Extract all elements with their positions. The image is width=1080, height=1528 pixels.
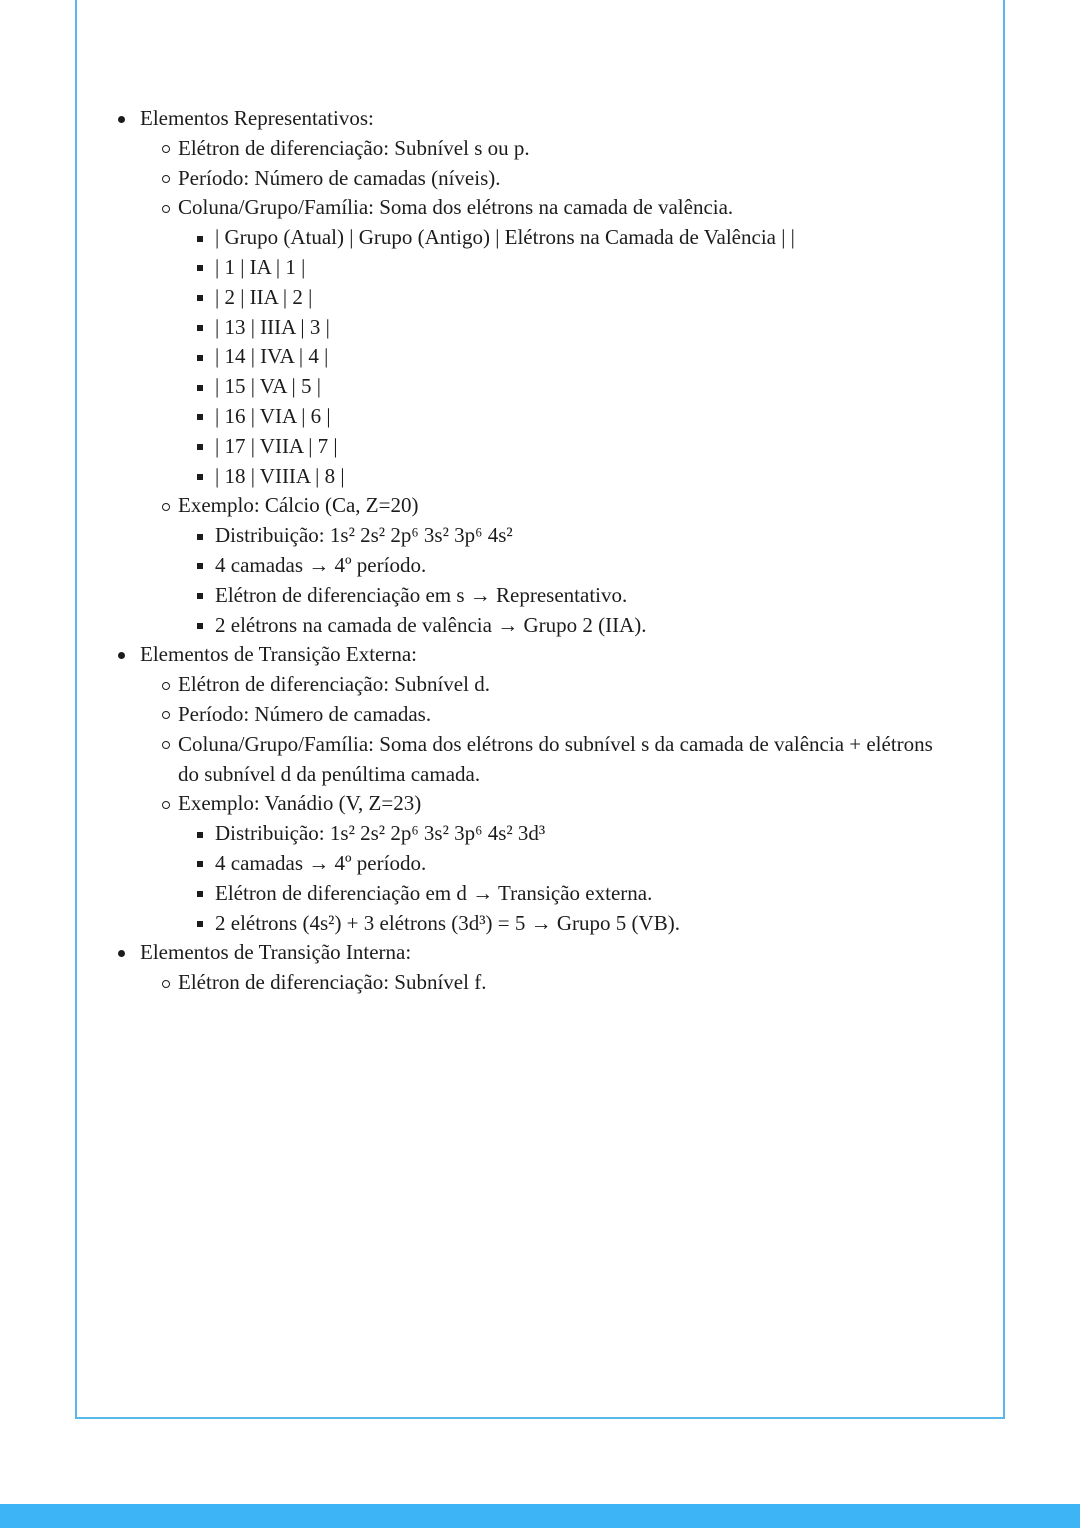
list-item bbox=[162, 193, 940, 223]
list-item-text: 2 elétrons (4s²) + 3 elétrons (3d³) = 5 → Grupo 5 (VB). bbox=[215, 910, 680, 935]
list-item-text: Elétron de diferenciação em s → Representativo. bbox=[215, 582, 628, 607]
bullet-circle-icon bbox=[162, 175, 170, 183]
list-item-text: Exemplo: Cálcio (Ca, Z=20) bbox=[178, 493, 419, 518]
bottom-accent-bar bbox=[0, 1504, 1080, 1528]
bullet-square-icon bbox=[197, 861, 203, 867]
list-item-text: | Grupo (Atual) | Grupo (Antigo) | Elétrons na Camada de Valência | | bbox=[215, 225, 795, 250]
bullet-circle-icon bbox=[162, 711, 170, 719]
list-item-text: Elétron de diferenciação em d → Transição externa. bbox=[215, 880, 653, 905]
bullet-square-icon bbox=[197, 832, 203, 838]
list-item-text: Coluna/Grupo/Família: Soma dos elétrons do subnível s da camada de valência + elétrons do subnível d da penúltima camada. bbox=[178, 731, 933, 786]
list-item bbox=[118, 104, 940, 134]
list-item bbox=[197, 819, 940, 849]
list-item bbox=[197, 879, 940, 909]
list-item-text: | 2 | IIA | 2 | bbox=[215, 284, 313, 309]
list-item-text: Elementos de Transição Interna: bbox=[140, 940, 412, 965]
bullet-square-icon bbox=[197, 355, 203, 361]
bullet-circle-icon bbox=[162, 980, 170, 988]
list-item bbox=[197, 432, 940, 462]
list-item-text: Elétron de diferenciação: Subnível f. bbox=[178, 970, 487, 995]
list-item bbox=[162, 700, 940, 730]
list-item-text: Distribuição: 1s² 2s² 2p⁶ 3s² 3p⁶ 4s² 3d³ bbox=[215, 821, 546, 846]
list-item-text: | 1 | IA | 1 | bbox=[215, 254, 306, 279]
list-item bbox=[197, 909, 940, 939]
bullet-circle-icon bbox=[162, 205, 170, 213]
bullet-circle-icon bbox=[162, 503, 170, 511]
list-item-text: Elementos de Transição Externa: bbox=[140, 642, 418, 667]
list-item bbox=[197, 611, 940, 641]
list-item-text: 4 camadas → 4º período. bbox=[215, 552, 427, 577]
bullet-square-icon bbox=[197, 385, 203, 391]
list-item bbox=[118, 938, 940, 968]
bullet-square-icon bbox=[197, 295, 203, 301]
list-item bbox=[162, 730, 940, 790]
bullet-disc-icon bbox=[118, 116, 125, 123]
list-item-text: | 15 | VA | 5 | bbox=[215, 374, 321, 399]
bullet-circle-icon bbox=[162, 682, 170, 690]
bullet-disc-icon bbox=[118, 652, 125, 659]
list-item bbox=[197, 372, 940, 402]
list-item-text: Exemplo: Vanádio (V, Z=23) bbox=[178, 791, 422, 816]
list-item bbox=[162, 968, 940, 998]
bullet-square-icon bbox=[197, 593, 203, 599]
list-item bbox=[197, 521, 940, 551]
list-item bbox=[162, 164, 940, 194]
bullet-square-icon bbox=[197, 236, 203, 242]
bullet-circle-icon bbox=[162, 145, 170, 153]
bullet-square-icon bbox=[197, 891, 203, 897]
list-item bbox=[162, 491, 940, 521]
list-item bbox=[118, 640, 940, 670]
list-item-text: Período: Número de camadas (níveis). bbox=[178, 165, 501, 190]
list-item-text: Período: Número de camadas. bbox=[178, 701, 432, 726]
bullet-square-icon bbox=[197, 474, 203, 480]
list-item bbox=[162, 670, 940, 700]
list-item bbox=[197, 849, 940, 879]
list-item bbox=[162, 789, 940, 819]
list-item bbox=[197, 342, 940, 372]
list-item bbox=[197, 253, 940, 283]
list-item-text: | 14 | IVA | 4 | bbox=[215, 344, 329, 369]
list-item-text: Distribuição: 1s² 2s² 2p⁶ 3s² 3p⁶ 4s² bbox=[215, 523, 513, 548]
bullet-square-icon bbox=[197, 325, 203, 331]
bullet-square-icon bbox=[197, 444, 203, 450]
list-item-text: 2 elétrons na camada de valência → Grupo 2 (IIA). bbox=[215, 612, 647, 637]
bullet-square-icon bbox=[197, 921, 203, 927]
content-list bbox=[0, 104, 940, 998]
list-item bbox=[197, 551, 940, 581]
list-item bbox=[197, 402, 940, 432]
list-item bbox=[197, 581, 940, 611]
list-item-text: Elétron de diferenciação: Subnível d. bbox=[178, 672, 490, 697]
list-item-text: | 16 | VIA | 6 | bbox=[215, 403, 331, 428]
bullet-square-icon bbox=[197, 414, 203, 420]
list-item-text: Elétron de diferenciação: Subnível s ou p. bbox=[178, 135, 530, 160]
bullet-square-icon bbox=[197, 534, 203, 540]
list-item-text: | 17 | VIIA | 7 | bbox=[215, 433, 338, 458]
list-item-text: 4 camadas → 4º período. bbox=[215, 850, 427, 875]
bullet-square-icon bbox=[197, 563, 203, 569]
bullet-circle-icon bbox=[162, 801, 170, 809]
bullet-circle-icon bbox=[162, 741, 170, 749]
list-item bbox=[162, 134, 940, 164]
bullet-disc-icon bbox=[118, 950, 125, 957]
list-item bbox=[197, 462, 940, 492]
list-item-text: | 13 | IIIA | 3 | bbox=[215, 314, 330, 339]
bullet-square-icon bbox=[197, 623, 203, 629]
list-item bbox=[197, 313, 940, 343]
list-item bbox=[197, 223, 940, 253]
list-item-text: | 18 | VIIIA | 8 | bbox=[215, 463, 345, 488]
list-item bbox=[197, 283, 940, 313]
bullet-square-icon bbox=[197, 265, 203, 271]
list-item-text: Coluna/Grupo/Família: Soma dos elétrons na camada de valência. bbox=[178, 195, 734, 220]
list-item-text: Elementos Representativos: bbox=[140, 106, 374, 130]
